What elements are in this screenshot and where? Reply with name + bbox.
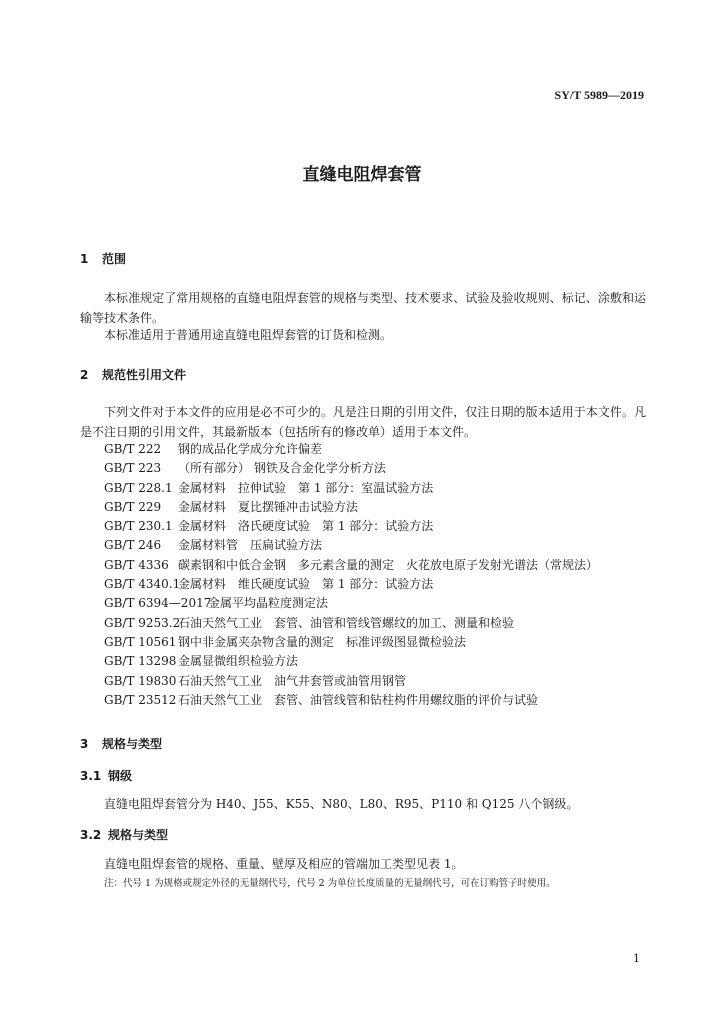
- reference-item: [104, 536, 598, 555]
- section-number: 3: [80, 737, 89, 751]
- reference-code: GB/T 13298: [104, 654, 177, 669]
- section-1-heading: [80, 250, 126, 267]
- reference-item: [104, 459, 598, 478]
- reference-code: GB/T 6394—2017: [104, 596, 212, 611]
- page-number: 1: [633, 952, 640, 965]
- reference-code: GB/T 9253.2: [104, 615, 181, 630]
- reference-title: 金属显微组织检验方法: [178, 654, 299, 669]
- section-3-heading: [80, 735, 162, 752]
- subsection-title: 钢级: [108, 769, 133, 783]
- subsection-3-2-heading: [80, 826, 168, 843]
- reference-title: 金属平均晶粒度测定法: [208, 596, 329, 611]
- reference-title: 金属材料 夏比摆锤冲击试验方法: [178, 499, 359, 514]
- subsection-3-2-text: 直缝电阻焊套管的规格、重量、壁厚及相应的管端加工类型见表 1。: [104, 857, 464, 871]
- reference-title: 金属材料 拉伸试验 第 1 部分：室温试验方法: [178, 480, 434, 495]
- reference-item: [104, 575, 598, 594]
- reference-item: [104, 691, 598, 710]
- reference-code: GB/T 228.1: [104, 480, 173, 495]
- subsection-title: 规格与类型: [108, 828, 169, 842]
- reference-title: 金属材料 洛氏硬度试验 第 1 部分：试验方法: [178, 519, 434, 534]
- reference-title: 金属材料管 压扁试验方法: [178, 538, 323, 553]
- reference-item: [104, 594, 598, 613]
- reference-code: GB/T 222: [104, 442, 162, 456]
- section-title: 范围: [102, 252, 127, 266]
- section-1-paragraph-1: 本标准规定了常用规格的直缝电阻焊套管的规格与类型、技术要求、试验及验收规则、标记、涂敷和运输等技术条件。: [80, 291, 646, 325]
- reference-code: GB/T 4336: [104, 557, 169, 572]
- reference-item: [104, 479, 598, 498]
- reference-title: 石油天然气工业 套管、油管和管线管螺纹的加工、测量和检验: [178, 615, 515, 630]
- document-title: 直缝电阻焊套管: [302, 165, 422, 185]
- reference-code: GB/T 4340.1: [104, 577, 181, 592]
- reference-item: [104, 440, 598, 459]
- subsection-3-1-text: 直缝电阻焊套管分为 H40、J55、K55、N80、L80、R95、P110 和 Q125 八个钢级。: [104, 797, 579, 811]
- section-number: 2: [80, 368, 89, 382]
- reference-title: 石油天然气工业 套管、油管线管和钻柱构件用螺纹脂的评价与试验: [178, 692, 539, 707]
- section-2-heading: [80, 366, 186, 383]
- reference-code: GB/T 229: [104, 499, 162, 514]
- section-title: 规格与类型: [102, 737, 163, 751]
- section-1-paragraph-2: 本标准适用于普通用途直缝电阻焊套管的订货和检测。: [104, 328, 393, 342]
- reference-code: GB/T 246: [104, 538, 162, 553]
- standard-number: SY/T 5989—2019: [554, 88, 644, 102]
- reference-item: [104, 672, 598, 691]
- reference-item: [104, 652, 598, 671]
- reference-code: GB/T 19830: [104, 673, 177, 688]
- section-2-intro: 下列文件对于本文件的应用是必不可少的。凡是注日期的引用文件，仅注日期的版本适用于本文件。凡是不注日期的引用文件，其最新版本（包括所有的修改单）适用于本文件。: [80, 405, 646, 439]
- reference-code: GB/T 10561: [104, 634, 177, 649]
- reference-item: [104, 633, 598, 652]
- reference-title: 石油天然气工业 油气井套管或油管用钢管: [178, 673, 407, 688]
- reference-code: GB/T 230.1: [104, 519, 173, 534]
- reference-item: [104, 556, 598, 575]
- subsection-3-1-heading: [80, 767, 132, 784]
- normative-references-list: [104, 440, 598, 710]
- subsection-number: 3.2: [80, 828, 102, 842]
- reference-title: （所有部分） 钢铁及合金化学分析方法: [178, 461, 386, 476]
- reference-code: GB/T 223: [104, 461, 162, 476]
- subsection-number: 3.1: [80, 769, 102, 783]
- reference-item: [104, 498, 598, 517]
- section-number: 1: [80, 252, 89, 266]
- reference-title: 金属材料 维氏硬度试验 第 1 部分：试验方法: [178, 577, 434, 592]
- reference-code: GB/T 23512: [104, 692, 177, 707]
- reference-title: 钢的成品化学成分允许偏差: [178, 442, 323, 456]
- reference-item: [104, 517, 598, 536]
- reference-title: 钢中非金属夹杂物含量的测定 标准评级图显微检验法: [178, 634, 467, 649]
- table-note: 注：代号 1 为规格或规定外径的无量纲代号，代号 2 为单位长度质量的无量纲代号，可在订购管子时使用。: [104, 878, 556, 889]
- reference-title: 碳素钢和中低合金钢 多元素含量的测定 火花放电原子发射光谱法（常规法）: [178, 557, 599, 572]
- section-title: 规范性引用文件: [102, 368, 187, 382]
- reference-item: [104, 614, 598, 633]
